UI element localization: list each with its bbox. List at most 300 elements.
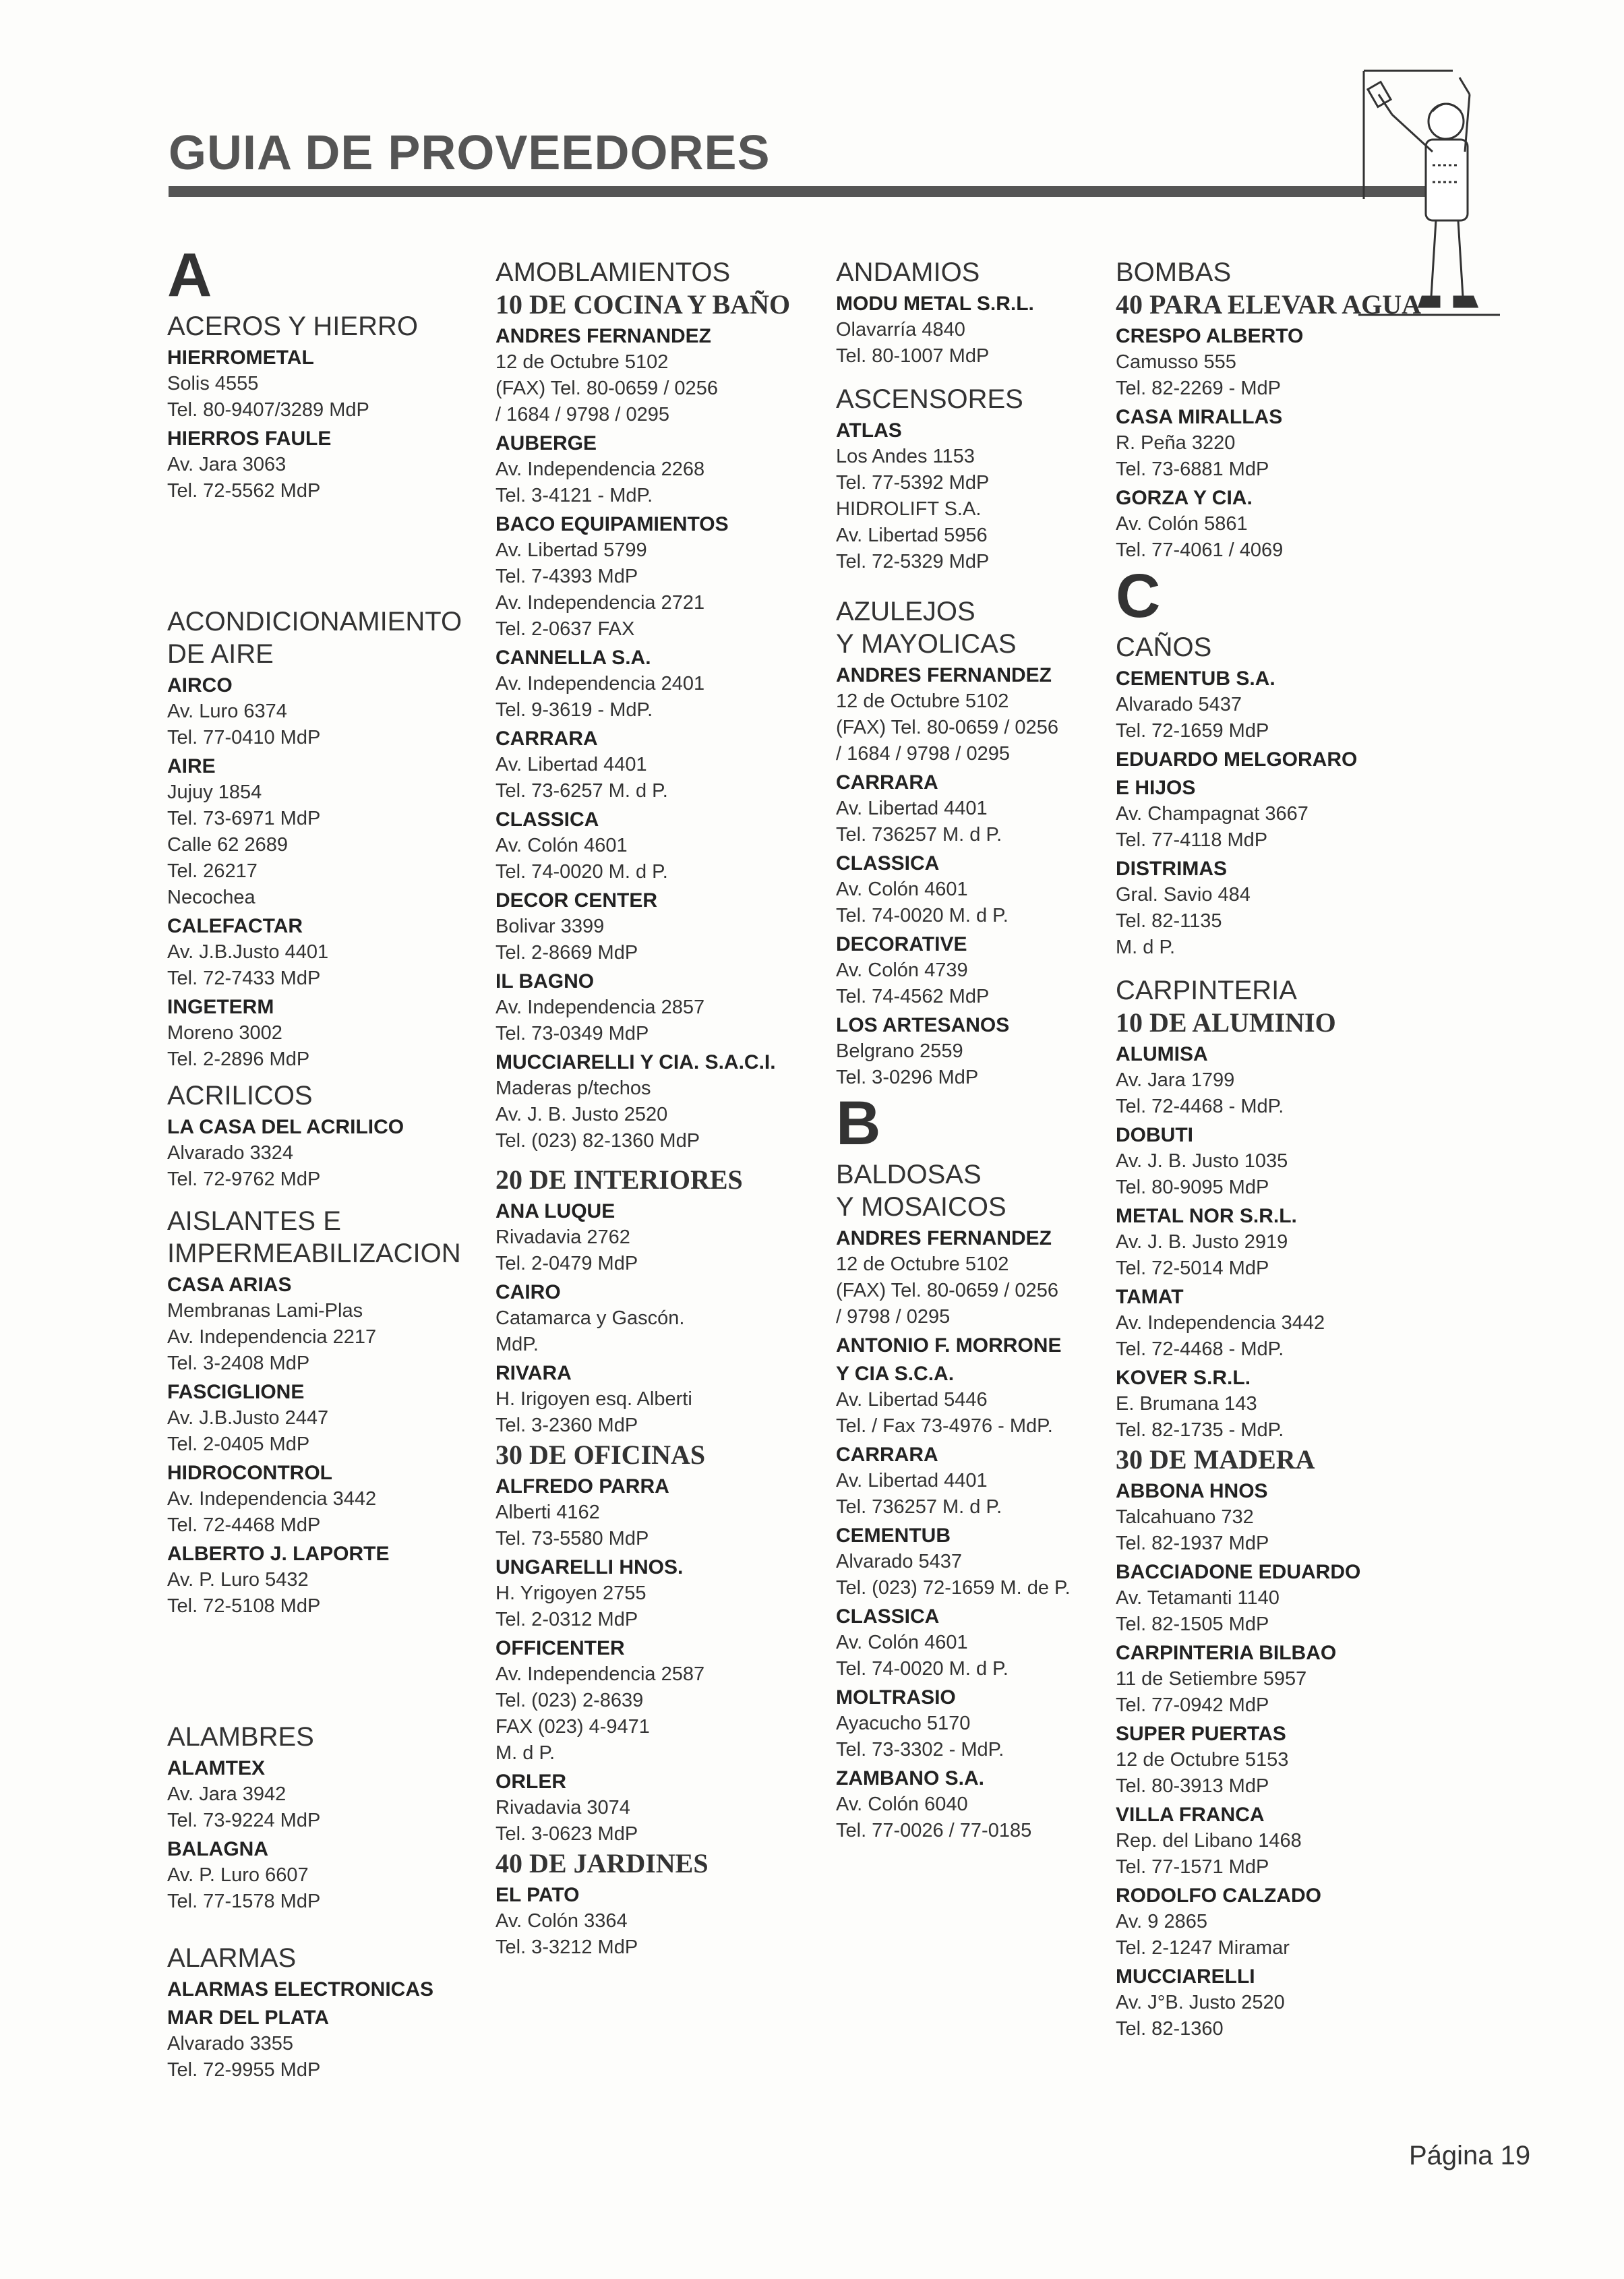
- supplier-detail: M. d P.: [495, 1742, 555, 1764]
- supplier-entry: [167, 754, 484, 911]
- supplier-detail: FAX (023) 4-9471: [495, 1716, 650, 1738]
- supplier-detail: Tel. 80-3913 MdP: [1116, 1775, 1269, 1797]
- supplier-name: ANA LUQUE: [495, 1200, 615, 1222]
- supplier-name: IL BAGNO: [495, 970, 595, 993]
- column-1: [167, 243, 484, 2083]
- category-heading: ACEROS Y HIERRO: [167, 312, 418, 341]
- supplier-name: CASA ARIAS: [167, 1274, 292, 1296]
- supplier-detail: Olavarría 4840: [836, 319, 965, 341]
- supplier-detail: Tel. 77-1571 MdP: [1116, 1856, 1269, 1878]
- supplier-entry: [836, 932, 1119, 1010]
- supplier-detail: 12 de Octubre 5102: [836, 1253, 1009, 1275]
- supplier-entry: [836, 851, 1119, 929]
- supplier-entry: [1116, 1365, 1433, 1444]
- supplier-name: ANDRES FERNANDEZ: [836, 1227, 1052, 1249]
- supplier-detail: Av. Independencia 2721: [495, 592, 705, 614]
- supplier-name: CEMENTUB: [836, 1525, 951, 1547]
- supplier-detail: Calle 62 2689: [167, 834, 288, 856]
- supplier-detail: Tel. 82-1505 MdP: [1116, 1614, 1269, 1635]
- supplier-name: BACCIADONE EDUARDO: [1116, 1561, 1361, 1583]
- column-4: [1116, 243, 1433, 2042]
- supplier-name: METAL NOR S.R.L.: [1116, 1205, 1297, 1227]
- supplier-name: LA CASA DEL ACRILICO: [167, 1116, 404, 1138]
- supplier-detail: R. Peña 3220: [1116, 432, 1236, 454]
- supplier-name: CAIRO: [495, 1281, 561, 1303]
- supplier-detail: Tel. 2-0312 MdP: [495, 1609, 638, 1630]
- supplier-entry: [167, 345, 484, 423]
- supplier-detail: Tel. 74-0020 M. d P.: [836, 1658, 1009, 1680]
- supplier-entry: [1116, 1204, 1433, 1282]
- supplier-detail: Tel. 72-5108 MdP: [167, 1595, 321, 1617]
- supplier-detail: Tel. 3-0623 MdP: [495, 1823, 638, 1845]
- supplier-name: EDUARDO MELGORARO: [1116, 748, 1358, 771]
- supplier-detail: Tel. 3-2408 MdP: [167, 1353, 310, 1374]
- supplier-detail: Tel. / Fax 73-4976 - MdP.: [836, 1415, 1053, 1437]
- supplier-detail: Tel. 2-8669 MdP: [495, 942, 638, 964]
- category-heading: AZULEJOS: [836, 597, 975, 626]
- supplier-detail: Solis 4555: [167, 373, 259, 394]
- supplier-detail: Tel. 74-4562 MdP: [836, 986, 990, 1007]
- supplier-entry: [1116, 1479, 1433, 1557]
- supplier-entry: [495, 726, 826, 804]
- supplier-name: RODOLFO CALZADO: [1116, 1885, 1321, 1907]
- supplier-detail: Tel. 77-0026 / 77-0185: [836, 1820, 1032, 1841]
- supplier-detail: Av. Libertad 5956: [836, 525, 988, 546]
- supplier-entry: [1116, 666, 1433, 744]
- supplier-entry: [495, 888, 826, 966]
- supplier-detail: E. Brumana 143: [1116, 1393, 1257, 1415]
- supplier-name: UNGARELLI HNOS.: [495, 1556, 684, 1578]
- supplier-entry: [495, 1636, 826, 1767]
- supplier-entry: [167, 1837, 484, 1915]
- supplier-entry: [836, 1685, 1119, 1763]
- supplier-name: AIRCO: [167, 674, 233, 697]
- supplier-entry: [495, 512, 826, 643]
- supplier-detail: Tel. 77-5392 MdP: [836, 472, 990, 494]
- supplier-detail: Jujuy 1854: [167, 781, 262, 803]
- supplier-detail: Av. J.B.Justo 4401: [167, 941, 329, 963]
- supplier-name: DOBUTI: [1116, 1124, 1193, 1146]
- supplier-detail: Tel. 82-1135: [1116, 910, 1222, 932]
- category-heading: IMPERMEABILIZACION: [167, 1239, 461, 1268]
- supplier-detail: Tel. 73-6881 MdP: [1116, 458, 1269, 480]
- supplier-name: BACO EQUIPAMIENTOS: [495, 513, 729, 535]
- supplier-detail: Av. Champagnat 3667: [1116, 803, 1309, 825]
- supplier-detail: Av. Libertad 4401: [495, 754, 647, 775]
- supplier-detail: Tel. 72-7433 MdP: [167, 968, 321, 989]
- supplier-name: EL PATO: [495, 1884, 580, 1906]
- supplier-detail: Tel. 3-4121 - MdP.: [495, 485, 653, 506]
- supplier-detail: Alvarado 5437: [1116, 694, 1242, 715]
- supplier-detail: (FAX) Tel. 80-0659 / 0256: [836, 717, 1058, 738]
- supplier-detail: Alberti 4162: [495, 1502, 600, 1523]
- supplier-name: CLASSICA: [836, 852, 940, 875]
- supplier-detail: Rivadavia 2762: [495, 1226, 630, 1248]
- supplier-detail: Tel. 77-0410 MdP: [167, 727, 321, 748]
- supplier-detail: Tel. (023) 2-8639: [495, 1690, 644, 1711]
- supplier-name: AUBERGE: [495, 432, 597, 454]
- supplier-detail: Av. Jara 1799: [1116, 1069, 1235, 1091]
- supplier-detail: Los Andes 1153: [836, 446, 975, 467]
- supplier-entry: [167, 1272, 484, 1377]
- supplier-detail: Av. Independencia 2857: [495, 997, 705, 1018]
- supplier-detail: Av. Independencia 3442: [1116, 1312, 1325, 1334]
- supplier-detail: Av. J. B. Justo 2520: [495, 1104, 668, 1125]
- supplier-entry: [836, 1766, 1119, 1844]
- supplier-detail: Necochea: [167, 887, 255, 908]
- supplier-detail: Tel. 72-9955 MdP: [167, 2059, 321, 2081]
- supplier-detail: Belgrano 2559: [836, 1040, 963, 1062]
- supplier-name: E HIJOS: [1116, 777, 1196, 799]
- supplier-name: ANTONIO F. MORRONE: [836, 1334, 1062, 1357]
- supplier-detail: Av. Colón 5861: [1116, 513, 1248, 535]
- subcategory-heading: 30 DE OFICINAS: [495, 1440, 706, 1470]
- category-heading: Y MAYOLICAS: [836, 629, 1017, 659]
- supplier-entry: [1116, 1640, 1433, 1719]
- subcategory-heading: 40 DE JARDINES: [495, 1848, 709, 1878]
- section-letter: C: [1116, 562, 1161, 630]
- supplier-name: VILLA FRANCA: [1116, 1804, 1265, 1826]
- supplier-entry: [167, 1380, 484, 1458]
- supplier-entry: [167, 1541, 484, 1620]
- supplier-detail: Av. Colón 4601: [495, 835, 628, 856]
- supplier-detail: Camusso 555: [1116, 351, 1236, 373]
- supplier-name: CARRARA: [836, 1444, 938, 1466]
- supplier-detail: Av. Libertad 5799: [495, 539, 647, 561]
- category-heading: Y MOSAICOS: [836, 1192, 1006, 1222]
- supplier-entry: [836, 1604, 1119, 1682]
- supplier-entry: [1116, 1964, 1433, 2042]
- supplier-entry: [836, 770, 1119, 848]
- supplier-detail: Tel. 72-4468 MdP: [167, 1514, 321, 1536]
- supplier-detail: H. Irigoyen esq. Alberti: [495, 1388, 692, 1410]
- supplier-name: RIVARA: [495, 1362, 572, 1384]
- subcategory-heading: 10 DE ALUMINIO: [1116, 1007, 1336, 1038]
- section-letter: B: [836, 1089, 881, 1158]
- supplier-detail: Tel. 73-5580 MdP: [495, 1528, 649, 1549]
- supplier-name: ALARMAS ELECTRONICAS: [167, 1978, 433, 2001]
- supplier-entry: [836, 1523, 1119, 1601]
- supplier-detail: Tel. 2-1247 Miramar: [1116, 1937, 1290, 1959]
- supplier-entry: [1116, 1802, 1433, 1881]
- supplier-name: HIERROMETAL: [167, 347, 314, 369]
- supplier-detail: Tel. 26217: [167, 860, 258, 882]
- supplier-detail: Av. Colón 6040: [836, 1794, 968, 1815]
- supplier-detail: Tel. 3-2360 MdP: [495, 1415, 638, 1436]
- supplier-detail: (FAX) Tel. 80-0659 / 0256: [836, 1280, 1058, 1301]
- supplier-detail: Tel. 72-1659 MdP: [1116, 720, 1269, 742]
- supplier-detail: / 1684 / 9798 / 0295: [495, 404, 669, 425]
- supplier-detail: Tel. 736257 M. d P.: [836, 824, 1002, 846]
- supplier-entry: [167, 1460, 484, 1539]
- supplier-detail: / 9798 / 0295: [836, 1306, 951, 1328]
- supplier-name: MODU METAL S.R.L.: [836, 293, 1034, 315]
- supplier-detail: Av. J. B. Justo 1035: [1116, 1150, 1288, 1172]
- section-letter: A: [167, 241, 212, 309]
- supplier-detail: Av. Luro 6374: [167, 701, 287, 722]
- supplier-detail: Av. 9 2865: [1116, 1911, 1207, 1932]
- supplier-name: HIDROCONTROL: [167, 1462, 332, 1484]
- supplier-detail: Av. Independencia 2587: [495, 1663, 705, 1685]
- supplier-name: ALAMTEX: [167, 1757, 265, 1779]
- supplier-detail: Tel. 73-0349 MdP: [495, 1023, 649, 1044]
- category-heading: ACONDICIONAMIENTO: [167, 607, 462, 637]
- supplier-name: CEMENTUB S.A.: [1116, 668, 1275, 690]
- supplier-name: ALBERTO J. LAPORTE: [167, 1543, 390, 1565]
- supplier-entry: [495, 1769, 826, 1847]
- supplier-entry: [495, 1199, 826, 1277]
- supplier-name: AIRE: [167, 755, 216, 777]
- supplier-entry: [1116, 856, 1433, 961]
- supplier-entry: [167, 1115, 484, 1193]
- supplier-name: DECORATIVE: [836, 933, 967, 955]
- supplier-name: INGETERM: [167, 996, 274, 1018]
- supplier-detail: Tel. 9-3619 - MdP.: [495, 699, 653, 721]
- supplier-entry: [1116, 775, 1433, 854]
- category-heading: CARPINTERIA: [1116, 976, 1297, 1005]
- supplier-detail: Tel. 3-3212 MdP: [495, 1936, 638, 1958]
- supplier-entry: [495, 1050, 826, 1154]
- supplier-detail: Rivadavia 3074: [495, 1797, 630, 1818]
- supplier-entry: [1116, 747, 1433, 773]
- subcategory-heading: 10 DE COCINA Y BAÑO: [495, 289, 791, 320]
- supplier-entry: [836, 1361, 1119, 1440]
- supplier-detail: / 1684 / 9798 / 0295: [836, 743, 1010, 765]
- page-title: GUIA DE PROVEEDORES: [169, 126, 771, 180]
- supplier-detail: Alvarado 3355: [167, 2033, 294, 2054]
- supplier-entry: [836, 1013, 1119, 1091]
- supplier-name: CRESPO ALBERTO: [1116, 325, 1304, 347]
- category-heading: BOMBAS: [1116, 258, 1232, 287]
- supplier-detail: Av. Independencia 2217: [167, 1326, 377, 1348]
- supplier-name: CLASSICA: [495, 808, 599, 831]
- supplier-detail: Tel. 80-1007 MdP: [836, 345, 990, 367]
- category-heading: BALDOSAS: [836, 1160, 982, 1189]
- supplier-name: MUCCIARELLI Y CIA. S.A.C.I.: [495, 1051, 776, 1073]
- supplier-entry: [836, 418, 1119, 575]
- supplier-name: LOS ARTESANOS: [836, 1014, 1010, 1036]
- supplier-name: CARPINTERIA BILBAO: [1116, 1642, 1337, 1664]
- supplier-name: MUCCIARELLI: [1116, 1965, 1255, 1988]
- supplier-detail: Av. J.B.Justo 2447: [167, 1407, 329, 1429]
- supplier-entry: [495, 324, 826, 428]
- supplier-detail: Av. Jara 3063: [167, 454, 287, 475]
- category-heading: ASCENSORES: [836, 384, 1023, 414]
- supplier-entry: [1116, 1123, 1433, 1201]
- supplier-detail: Tel. 2-2896 MdP: [167, 1048, 310, 1070]
- supplier-entry: [495, 1883, 826, 1961]
- supplier-detail: Av. Jara 3942: [167, 1783, 287, 1805]
- supplier-detail: Tel. 82-1735 - MdP.: [1116, 1419, 1284, 1441]
- supplier-detail: Av. Libertad 4401: [836, 1470, 988, 1491]
- supplier-detail: Tel. 73-3302 - MdP.: [836, 1739, 1004, 1760]
- supplier-detail: Alvarado 5437: [836, 1551, 963, 1572]
- category-heading: ALAMBRES: [167, 1722, 314, 1752]
- supplier-detail: Tel. 736257 M. d P.: [836, 1496, 1002, 1518]
- supplier-detail: 11 de Setiembre 5957: [1116, 1668, 1307, 1690]
- supplier-detail: Tel. 77-4061 / 4069: [1116, 539, 1284, 561]
- title-underline: [169, 186, 1429, 197]
- category-heading: DE AIRE: [167, 639, 274, 669]
- supplier-name: CASA MIRALLAS: [1116, 406, 1283, 428]
- supplier-entry: [495, 807, 826, 885]
- supplier-detail: Tel. 72-4468 - MdP.: [1116, 1096, 1284, 1117]
- supplier-detail: Tel. 72-4468 - MdP.: [1116, 1338, 1284, 1360]
- supplier-detail: Av. Colón 3364: [495, 1910, 628, 1932]
- supplier-detail: Tel. 72-9762 MdP: [167, 1168, 321, 1190]
- supplier-name: ORLER: [495, 1771, 566, 1793]
- supplier-detail: Av. Independencia 2401: [495, 673, 705, 694]
- supplier-detail: Tel. (023) 72-1659 M. de P.: [836, 1577, 1071, 1599]
- supplier-detail: Tel. 77-4118 MdP: [1116, 829, 1268, 851]
- subcategory-heading: 20 DE INTERIORES: [495, 1164, 743, 1195]
- supplier-entry: [1116, 1883, 1433, 1961]
- page-number: Página 19: [1409, 2141, 1531, 2170]
- supplier-detail: 12 de Octubre 5102: [495, 351, 669, 373]
- supplier-detail: Tel. 3-0296 MdP: [836, 1067, 979, 1088]
- supplier-entry: [1116, 1721, 1433, 1800]
- category-heading: CAÑOS: [1116, 632, 1212, 662]
- supplier-name: ZAMBANO S.A.: [836, 1767, 984, 1789]
- subcategory-heading: 40 PARA ELEVAR AGUA: [1116, 289, 1422, 320]
- supplier-entry: [167, 673, 484, 751]
- supplier-detail: Av. J. B. Justo 2919: [1116, 1231, 1288, 1253]
- supplier-name: SUPER PUERTAS: [1116, 1723, 1286, 1745]
- supplier-name: Y CIA S.C.A.: [836, 1363, 955, 1385]
- subcategory-heading: 30 DE MADERA: [1116, 1444, 1315, 1475]
- supplier-detail: Av. Colón 4739: [836, 959, 968, 981]
- supplier-entry: [495, 1361, 826, 1439]
- supplier-detail: Tel. 72-5014 MdP: [1116, 1257, 1269, 1279]
- supplier-detail: H. Yrigoyen 2755: [495, 1582, 646, 1604]
- supplier-entry: [167, 914, 484, 992]
- supplier-entry: [495, 431, 826, 509]
- supplier-detail: Talcahuano 732: [1116, 1506, 1254, 1528]
- supplier-detail: Tel. 73-9224 MdP: [167, 1810, 321, 1831]
- supplier-name: BALAGNA: [167, 1838, 268, 1860]
- supplier-name: CARRARA: [495, 728, 598, 750]
- supplier-detail: Tel. 73-6257 M. d P.: [495, 780, 668, 802]
- supplier-detail: Tel. 2-0637 FAX: [495, 618, 635, 640]
- supplier-entry: [495, 969, 826, 1047]
- supplier-entry: [836, 1442, 1119, 1520]
- supplier-detail: Tel. 73-6971 MdP: [167, 808, 321, 829]
- supplier-detail: Maderas p/techos: [495, 1077, 651, 1099]
- supplier-entry: [167, 995, 484, 1073]
- supplier-name: CARRARA: [836, 771, 938, 794]
- supplier-detail: Tel. 74-0020 M. d P.: [495, 861, 668, 883]
- supplier-entry: [1116, 405, 1433, 483]
- supplier-detail: 12 de Octubre 5153: [1116, 1749, 1289, 1771]
- supplier-entry: [1116, 1042, 1433, 1120]
- supplier-entry: [1116, 1560, 1433, 1638]
- supplier-entry: [836, 291, 1119, 369]
- supplier-detail: Tel. 74-0020 M. d P.: [836, 905, 1009, 926]
- supplier-detail: M. d P.: [1116, 937, 1176, 958]
- supplier-detail: Av. Libertad 4401: [836, 798, 988, 819]
- supplier-detail: Tel. 72-5329 MdP: [836, 551, 990, 572]
- supplier-name: CALEFACTAR: [167, 915, 303, 937]
- supplier-entry: [1116, 1284, 1433, 1363]
- supplier-name: DECOR CENTER: [495, 889, 658, 912]
- supplier-detail: Ayacucho 5170: [836, 1713, 971, 1734]
- supplier-name: MOLTRASIO: [836, 1686, 956, 1709]
- supplier-entry: [167, 1756, 484, 1834]
- supplier-name: GORZA Y CIA.: [1116, 487, 1253, 509]
- supplier-detail: Rep. del Libano 1468: [1116, 1830, 1302, 1852]
- supplier-name: ANDRES FERNANDEZ: [495, 325, 712, 347]
- supplier-detail: Av. Colón 4601: [836, 1632, 968, 1653]
- supplier-detail: Tel. 72-5562 MdP: [167, 480, 321, 502]
- supplier-detail: Tel. 82-1360: [1116, 2018, 1224, 2040]
- supplier-detail: Tel. 80-9407/3289 MdP: [167, 399, 369, 421]
- supplier-detail: Av. Independencia 2268: [495, 458, 705, 480]
- supplier-name: ANDRES FERNANDEZ: [836, 664, 1052, 686]
- supplier-entry: [167, 426, 484, 504]
- supplier-entry: [495, 1555, 826, 1633]
- supplier-name: CANNELLA S.A.: [495, 647, 651, 669]
- supplier-entry: [495, 1280, 826, 1358]
- supplier-name: MAR DEL PLATA: [167, 2007, 329, 2029]
- supplier-name: DISTRIMAS: [1116, 858, 1227, 880]
- supplier-entry: [495, 1474, 826, 1552]
- supplier-detail: HIDROLIFT S.A.: [836, 498, 982, 520]
- supplier-name: ALFREDO PARRA: [495, 1475, 669, 1498]
- supplier-name: ATLAS: [836, 419, 902, 442]
- column-3: [836, 243, 1119, 1844]
- supplier-detail: Tel. (023) 82-1360 MdP: [495, 1130, 700, 1152]
- supplier-name: OFFICENTER: [495, 1637, 625, 1659]
- supplier-entry: [167, 1977, 484, 2003]
- supplier-entry: [495, 645, 826, 723]
- supplier-detail: Tel. 2-0479 MdP: [495, 1253, 638, 1274]
- supplier-name: CLASSICA: [836, 1605, 940, 1628]
- supplier-detail: Tel. 2-0405 MdP: [167, 1433, 310, 1455]
- supplier-detail: (FAX) Tel. 80-0659 / 0256: [495, 378, 718, 399]
- category-heading: ACRILICOS: [167, 1081, 313, 1111]
- supplier-name: TAMAT: [1116, 1286, 1184, 1308]
- supplier-detail: Gral. Savio 484: [1116, 884, 1251, 906]
- supplier-detail: Tel. 82-2269 - MdP: [1116, 378, 1282, 399]
- category-heading: ANDAMIOS: [836, 258, 980, 287]
- supplier-name: FASCIGLIONE: [167, 1381, 305, 1403]
- supplier-entry: [1116, 324, 1433, 402]
- supplier-detail: MdP.: [495, 1334, 539, 1355]
- category-heading: AISLANTES E: [167, 1206, 341, 1236]
- supplier-detail: Moreno 3002: [167, 1022, 282, 1044]
- supplier-detail: Tel. 77-1578 MdP: [167, 1891, 321, 1912]
- supplier-detail: Bolivar 3399: [495, 916, 605, 937]
- supplier-detail: Av. P. Luro 6607: [167, 1864, 309, 1886]
- supplier-name: ABBONA HNOS: [1116, 1480, 1268, 1502]
- supplier-detail: Av. Independencia 3442: [167, 1488, 377, 1510]
- supplier-detail: Tel. 80-9095 MdP: [1116, 1177, 1269, 1198]
- supplier-detail: Av. Tetamanti 1140: [1116, 1587, 1280, 1609]
- column-2: [495, 243, 826, 1961]
- supplier-detail: Tel. 77-0942 MdP: [1116, 1694, 1269, 1716]
- supplier-detail: Catamarca y Gascón.: [495, 1307, 685, 1329]
- supplier-name: HIERROS FAULE: [167, 427, 332, 450]
- supplier-detail: Av. Colón 4601: [836, 879, 968, 900]
- supplier-name: ALUMISA: [1116, 1043, 1208, 1065]
- supplier-detail: Av. J°B. Justo 2520: [1116, 1992, 1285, 2013]
- supplier-detail: Tel. 7-4393 MdP: [495, 566, 638, 587]
- supplier-detail: Av. Libertad 5446: [836, 1389, 988, 1411]
- category-heading: ALARMAS: [167, 1943, 297, 1973]
- supplier-detail: Alvarado 3324: [167, 1142, 294, 1164]
- supplier-detail: Membranas Lami-Plas: [167, 1300, 363, 1322]
- supplier-entry: [836, 1226, 1119, 1330]
